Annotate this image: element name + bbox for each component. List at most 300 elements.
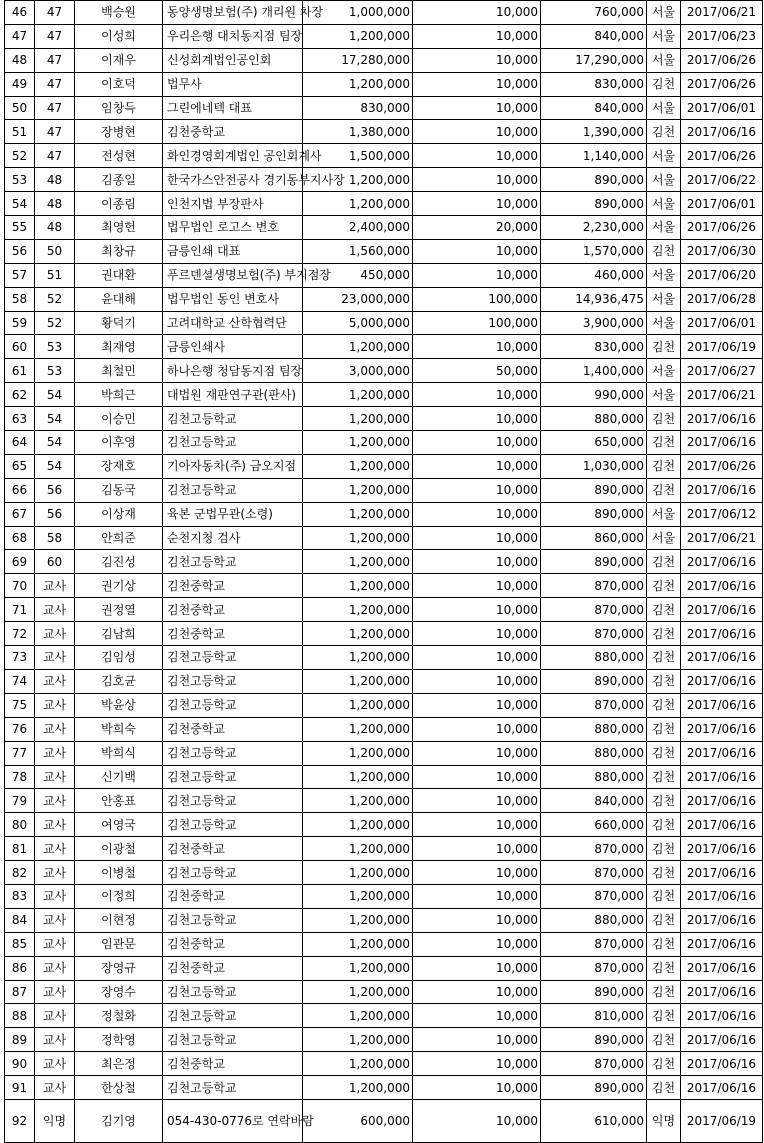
region-cell: 김천 <box>647 813 681 837</box>
row-number-cell: 58 <box>5 287 35 311</box>
region-cell: 김천 <box>647 598 681 622</box>
donor-name-cell: 최은정 <box>75 1052 163 1076</box>
donor-name-cell: 이상재 <box>75 502 163 526</box>
table-row <box>5 717 763 741</box>
pledge-amount-cell: 1,200,000 <box>303 72 413 96</box>
class-year-cell: 교사 <box>35 622 75 646</box>
donor-name-cell: 정철화 <box>75 1004 163 1028</box>
affiliation-cell: 김천중학교 <box>163 574 303 598</box>
donor-name-cell: 안희준 <box>75 526 163 550</box>
donor-name-cell: 최철민 <box>75 359 163 383</box>
date-cell: 2017/06/16 <box>681 932 763 956</box>
unit-amount-cell: 10,000 <box>413 335 541 359</box>
donor-name-cell: 임창득 <box>75 96 163 120</box>
unit-amount-cell: 100,000 <box>413 311 541 335</box>
date-cell: 2017/06/01 <box>681 96 763 120</box>
row-number-cell: 78 <box>5 765 35 789</box>
date-cell: 2017/06/27 <box>681 359 763 383</box>
donor-name-cell: 김종일 <box>75 168 163 192</box>
row-number-cell: 51 <box>5 120 35 144</box>
affiliation-cell: 054-430-0776로 연락바람 <box>163 1099 303 1142</box>
table-row <box>5 1052 763 1076</box>
donor-name-cell: 권대환 <box>75 263 163 287</box>
affiliation-cell: 김천고등학교 <box>163 646 303 670</box>
unit-amount-cell: 10,000 <box>413 622 541 646</box>
affiliation-cell: 김천고등학교 <box>163 741 303 765</box>
affiliation-cell: 김천중학교 <box>163 884 303 908</box>
class-year-cell: 54 <box>35 407 75 431</box>
affiliation-cell: 인천지법 부장판사 <box>163 192 303 216</box>
date-cell: 2017/06/26 <box>681 454 763 478</box>
unit-amount-cell: 10,000 <box>413 669 541 693</box>
affiliation-cell: 김천고등학교 <box>163 1028 303 1052</box>
paid-amount-cell: 840,000 <box>541 789 647 813</box>
row-number-cell: 68 <box>5 526 35 550</box>
unit-amount-cell: 10,000 <box>413 1052 541 1076</box>
region-cell: 김천 <box>647 622 681 646</box>
paid-amount-cell: 810,000 <box>541 1004 647 1028</box>
class-year-cell: 52 <box>35 311 75 335</box>
row-number-cell: 63 <box>5 407 35 431</box>
unit-amount-cell: 10,000 <box>413 526 541 550</box>
table-row <box>5 287 763 311</box>
row-number-cell: 70 <box>5 574 35 598</box>
donor-name-cell: 정학영 <box>75 1028 163 1052</box>
region-cell: 익명 <box>647 1099 681 1142</box>
table-row <box>5 669 763 693</box>
date-cell: 2017/06/16 <box>681 717 763 741</box>
region-cell: 서울 <box>647 168 681 192</box>
unit-amount-cell: 100,000 <box>413 287 541 311</box>
affiliation-cell: 우리은행 대치동지점 팀장 <box>163 24 303 48</box>
date-cell: 2017/06/30 <box>681 239 763 263</box>
table-row <box>5 239 763 263</box>
pledge-amount-cell: 1,200,000 <box>303 717 413 741</box>
class-year-cell: 교사 <box>35 1028 75 1052</box>
row-number-cell: 90 <box>5 1052 35 1076</box>
table-row <box>5 861 763 885</box>
row-number-cell: 50 <box>5 96 35 120</box>
row-number-cell: 64 <box>5 431 35 455</box>
paid-amount-cell: 880,000 <box>541 765 647 789</box>
paid-amount-cell: 460,000 <box>541 263 647 287</box>
row-number-cell: 82 <box>5 861 35 885</box>
unit-amount-cell: 10,000 <box>413 431 541 455</box>
table-row <box>5 693 763 717</box>
donor-name-cell: 장영수 <box>75 980 163 1004</box>
class-year-cell: 54 <box>35 383 75 407</box>
unit-amount-cell: 10,000 <box>413 598 541 622</box>
paid-amount-cell: 880,000 <box>541 908 647 932</box>
unit-amount-cell: 10,000 <box>413 24 541 48</box>
unit-amount-cell: 10,000 <box>413 478 541 502</box>
donor-name-cell: 장재호 <box>75 454 163 478</box>
pledge-amount-cell: 1,200,000 <box>303 454 413 478</box>
pledge-amount-cell: 1,200,000 <box>303 741 413 765</box>
paid-amount-cell: 890,000 <box>541 1076 647 1100</box>
region-cell: 서울 <box>647 287 681 311</box>
table-row <box>5 48 763 72</box>
row-number-cell: 77 <box>5 741 35 765</box>
donor-name-cell: 김동국 <box>75 478 163 502</box>
affiliation-cell: 김천고등학교 <box>163 669 303 693</box>
donor-name-cell: 김임성 <box>75 646 163 670</box>
pledge-amount-cell: 1,200,000 <box>303 478 413 502</box>
date-cell: 2017/06/16 <box>681 598 763 622</box>
region-cell: 서울 <box>647 48 681 72</box>
class-year-cell: 교사 <box>35 598 75 622</box>
row-number-cell: 85 <box>5 932 35 956</box>
table-row <box>5 168 763 192</box>
table-body <box>5 1 763 1143</box>
region-cell: 서울 <box>647 192 681 216</box>
class-year-cell: 교사 <box>35 1076 75 1100</box>
date-cell: 2017/06/26 <box>681 144 763 168</box>
class-year-cell: 교사 <box>35 932 75 956</box>
affiliation-cell: 김천고등학교 <box>163 478 303 502</box>
paid-amount-cell: 1,030,000 <box>541 454 647 478</box>
donor-name-cell: 권기상 <box>75 574 163 598</box>
region-cell: 서울 <box>647 383 681 407</box>
donor-name-cell: 신기백 <box>75 765 163 789</box>
pledge-amount-cell: 1,200,000 <box>303 526 413 550</box>
donor-name-cell: 장영규 <box>75 956 163 980</box>
table-row <box>5 216 763 240</box>
pledge-amount-cell: 1,200,000 <box>303 407 413 431</box>
class-year-cell: 48 <box>35 216 75 240</box>
region-cell: 김천 <box>647 765 681 789</box>
paid-amount-cell: 880,000 <box>541 407 647 431</box>
row-number-cell: 71 <box>5 598 35 622</box>
class-year-cell: 익명 <box>35 1099 75 1142</box>
unit-amount-cell: 10,000 <box>413 550 541 574</box>
row-number-cell: 54 <box>5 192 35 216</box>
paid-amount-cell: 870,000 <box>541 837 647 861</box>
date-cell: 2017/06/28 <box>681 287 763 311</box>
paid-amount-cell: 860,000 <box>541 526 647 550</box>
pledge-amount-cell: 1,200,000 <box>303 669 413 693</box>
paid-amount-cell: 890,000 <box>541 1028 647 1052</box>
region-cell: 김천 <box>647 1076 681 1100</box>
pledge-amount-cell: 1,200,000 <box>303 598 413 622</box>
unit-amount-cell: 10,000 <box>413 239 541 263</box>
date-cell: 2017/06/16 <box>681 550 763 574</box>
donor-name-cell: 박희식 <box>75 741 163 765</box>
paid-amount-cell: 870,000 <box>541 932 647 956</box>
row-number-cell: 53 <box>5 168 35 192</box>
pledge-amount-cell: 450,000 <box>303 263 413 287</box>
unit-amount-cell: 10,000 <box>413 96 541 120</box>
unit-amount-cell: 10,000 <box>413 1028 541 1052</box>
date-cell: 2017/06/16 <box>681 1028 763 1052</box>
date-cell: 2017/06/16 <box>681 861 763 885</box>
unit-amount-cell: 10,000 <box>413 120 541 144</box>
affiliation-cell: 김천중학교 <box>163 1052 303 1076</box>
donor-name-cell: 김호균 <box>75 669 163 693</box>
affiliation-cell: 법무법인 동인 변호사 <box>163 287 303 311</box>
pledge-amount-cell: 1,200,000 <box>303 192 413 216</box>
class-year-cell: 47 <box>35 1 75 25</box>
table-row <box>5 884 763 908</box>
class-year-cell: 교사 <box>35 861 75 885</box>
unit-amount-cell: 10,000 <box>413 861 541 885</box>
table-row <box>5 932 763 956</box>
affiliation-cell: 신성회계법인공인회 <box>163 48 303 72</box>
table-row <box>5 263 763 287</box>
affiliation-cell: 김천고등학교 <box>163 813 303 837</box>
paid-amount-cell: 3,900,000 <box>541 311 647 335</box>
class-year-cell: 47 <box>35 48 75 72</box>
pledge-amount-cell: 17,280,000 <box>303 48 413 72</box>
class-year-cell: 교사 <box>35 717 75 741</box>
paid-amount-cell: 610,000 <box>541 1099 647 1142</box>
paid-amount-cell: 830,000 <box>541 72 647 96</box>
row-number-cell: 75 <box>5 693 35 717</box>
affiliation-cell: 김천중학교 <box>163 622 303 646</box>
affiliation-cell: 기아자동차(주) 금오지점 <box>163 454 303 478</box>
donor-name-cell: 최창규 <box>75 239 163 263</box>
paid-amount-cell: 890,000 <box>541 502 647 526</box>
class-year-cell: 교사 <box>35 741 75 765</box>
region-cell: 김천 <box>647 908 681 932</box>
row-number-cell: 89 <box>5 1028 35 1052</box>
table-row <box>5 502 763 526</box>
row-number-cell: 87 <box>5 980 35 1004</box>
pledge-amount-cell: 1,200,000 <box>303 1004 413 1028</box>
donor-name-cell: 안홍표 <box>75 789 163 813</box>
pledge-amount-cell: 600,000 <box>303 1099 413 1142</box>
unit-amount-cell: 10,000 <box>413 502 541 526</box>
pledge-amount-cell: 1,200,000 <box>303 24 413 48</box>
unit-amount-cell: 10,000 <box>413 789 541 813</box>
pledge-amount-cell: 1,200,000 <box>303 837 413 861</box>
region-cell: 서울 <box>647 502 681 526</box>
region-cell: 김천 <box>647 1004 681 1028</box>
donor-name-cell: 백승원 <box>75 1 163 25</box>
pledge-amount-cell: 1,200,000 <box>303 383 413 407</box>
class-year-cell: 47 <box>35 144 75 168</box>
region-cell: 서울 <box>647 359 681 383</box>
paid-amount-cell: 890,000 <box>541 550 647 574</box>
region-cell: 김천 <box>647 980 681 1004</box>
unit-amount-cell: 10,000 <box>413 956 541 980</box>
class-year-cell: 교사 <box>35 765 75 789</box>
pledge-amount-cell: 1,200,000 <box>303 168 413 192</box>
paid-amount-cell: 870,000 <box>541 574 647 598</box>
class-year-cell: 교사 <box>35 813 75 837</box>
date-cell: 2017/06/22 <box>681 168 763 192</box>
class-year-cell: 58 <box>35 526 75 550</box>
region-cell: 김천 <box>647 478 681 502</box>
row-number-cell: 88 <box>5 1004 35 1028</box>
table-row <box>5 765 763 789</box>
row-number-cell: 73 <box>5 646 35 670</box>
table-row <box>5 72 763 96</box>
row-number-cell: 80 <box>5 813 35 837</box>
table-row <box>5 1076 763 1100</box>
region-cell: 김천 <box>647 431 681 455</box>
date-cell: 2017/06/01 <box>681 192 763 216</box>
affiliation-cell: 김천고등학교 <box>163 980 303 1004</box>
date-cell: 2017/06/16 <box>681 813 763 837</box>
class-year-cell: 60 <box>35 550 75 574</box>
paid-amount-cell: 870,000 <box>541 1052 647 1076</box>
donor-name-cell: 여영국 <box>75 813 163 837</box>
pledge-amount-cell: 1,200,000 <box>303 884 413 908</box>
date-cell: 2017/06/16 <box>681 1004 763 1028</box>
paid-amount-cell: 2,230,000 <box>541 216 647 240</box>
row-number-cell: 46 <box>5 1 35 25</box>
table-row <box>5 407 763 431</box>
donor-name-cell: 전성현 <box>75 144 163 168</box>
region-cell: 김천 <box>647 574 681 598</box>
unit-amount-cell: 10,000 <box>413 574 541 598</box>
table-row <box>5 980 763 1004</box>
donor-name-cell: 김남희 <box>75 622 163 646</box>
paid-amount-cell: 890,000 <box>541 168 647 192</box>
paid-amount-cell: 870,000 <box>541 598 647 622</box>
pledge-amount-cell: 23,000,000 <box>303 287 413 311</box>
date-cell: 2017/06/16 <box>681 669 763 693</box>
class-year-cell: 47 <box>35 24 75 48</box>
date-cell: 2017/06/26 <box>681 48 763 72</box>
affiliation-cell: 김천중학교 <box>163 120 303 144</box>
table-row <box>5 908 763 932</box>
donor-name-cell: 이광철 <box>75 837 163 861</box>
paid-amount-cell: 1,390,000 <box>541 120 647 144</box>
affiliation-cell: 육본 군법무관(소령) <box>163 502 303 526</box>
table-row <box>5 526 763 550</box>
affiliation-cell: 김천고등학교 <box>163 693 303 717</box>
unit-amount-cell: 10,000 <box>413 407 541 431</box>
unit-amount-cell: 10,000 <box>413 717 541 741</box>
row-number-cell: 84 <box>5 908 35 932</box>
date-cell: 2017/06/16 <box>681 1052 763 1076</box>
row-number-cell: 86 <box>5 956 35 980</box>
paid-amount-cell: 840,000 <box>541 24 647 48</box>
affiliation-cell: 한국가스안전공사 경기동부지사장 <box>163 168 303 192</box>
table-row <box>5 622 763 646</box>
date-cell: 2017/06/16 <box>681 407 763 431</box>
date-cell: 2017/06/20 <box>681 263 763 287</box>
class-year-cell: 47 <box>35 96 75 120</box>
affiliation-cell: 김천중학교 <box>163 717 303 741</box>
region-cell: 김천 <box>647 646 681 670</box>
paid-amount-cell: 14,936,475 <box>541 287 647 311</box>
affiliation-cell: 금릉인쇄사 <box>163 335 303 359</box>
table-row <box>5 359 763 383</box>
row-number-cell: 47 <box>5 24 35 48</box>
table-row <box>5 741 763 765</box>
class-year-cell: 51 <box>35 263 75 287</box>
row-number-cell: 83 <box>5 884 35 908</box>
class-year-cell: 50 <box>35 239 75 263</box>
table-row <box>5 1 763 25</box>
date-cell: 2017/06/21 <box>681 526 763 550</box>
class-year-cell: 54 <box>35 431 75 455</box>
class-year-cell: 교사 <box>35 837 75 861</box>
pledge-amount-cell: 1,200,000 <box>303 789 413 813</box>
table-row <box>5 144 763 168</box>
date-cell: 2017/06/19 <box>681 1099 763 1142</box>
region-cell: 김천 <box>647 861 681 885</box>
date-cell: 2017/06/16 <box>681 789 763 813</box>
donor-name-cell: 임관문 <box>75 932 163 956</box>
table-row <box>5 335 763 359</box>
pledge-amount-cell: 1,200,000 <box>303 622 413 646</box>
affiliation-cell: 하나은행 청담동지점 팀장 <box>163 359 303 383</box>
row-number-cell: 74 <box>5 669 35 693</box>
date-cell: 2017/06/16 <box>681 1076 763 1100</box>
table-row <box>5 646 763 670</box>
class-year-cell: 교사 <box>35 646 75 670</box>
pledge-amount-cell: 2,400,000 <box>303 216 413 240</box>
class-year-cell: 52 <box>35 287 75 311</box>
pledge-amount-cell: 1,200,000 <box>303 1076 413 1100</box>
region-cell: 김천 <box>647 932 681 956</box>
paid-amount-cell: 990,000 <box>541 383 647 407</box>
unit-amount-cell: 10,000 <box>413 168 541 192</box>
row-number-cell: 79 <box>5 789 35 813</box>
affiliation-cell: 김천고등학교 <box>163 765 303 789</box>
region-cell: 서울 <box>647 311 681 335</box>
class-year-cell: 56 <box>35 478 75 502</box>
pledge-amount-cell: 1,200,000 <box>303 765 413 789</box>
class-year-cell: 교사 <box>35 574 75 598</box>
date-cell: 2017/06/12 <box>681 502 763 526</box>
donor-name-cell: 이후영 <box>75 431 163 455</box>
row-number-cell: 49 <box>5 72 35 96</box>
donor-name-cell: 김진성 <box>75 550 163 574</box>
pledge-amount-cell: 3,000,000 <box>303 359 413 383</box>
paid-amount-cell: 880,000 <box>541 717 647 741</box>
class-year-cell: 54 <box>35 454 75 478</box>
region-cell: 서울 <box>647 1 681 25</box>
pledge-amount-cell: 1,380,000 <box>303 120 413 144</box>
table-row <box>5 478 763 502</box>
date-cell: 2017/06/23 <box>681 24 763 48</box>
date-cell: 2017/06/21 <box>681 1 763 25</box>
pledge-amount-cell: 1,200,000 <box>303 646 413 670</box>
pledge-amount-cell: 1,560,000 <box>303 239 413 263</box>
affiliation-cell: 김천고등학교 <box>163 1004 303 1028</box>
row-number-cell: 65 <box>5 454 35 478</box>
affiliation-cell: 김천중학교 <box>163 598 303 622</box>
class-year-cell: 56 <box>35 502 75 526</box>
date-cell: 2017/06/16 <box>681 741 763 765</box>
paid-amount-cell: 890,000 <box>541 669 647 693</box>
pledge-amount-cell: 1,200,000 <box>303 1028 413 1052</box>
class-year-cell: 교사 <box>35 884 75 908</box>
region-cell: 김천 <box>647 120 681 144</box>
unit-amount-cell: 10,000 <box>413 383 541 407</box>
pledge-amount-cell: 1,200,000 <box>303 980 413 1004</box>
row-number-cell: 55 <box>5 216 35 240</box>
pledge-amount-cell: 1,200,000 <box>303 693 413 717</box>
affiliation-cell: 동양생명보험(주) 개리원 차장 <box>163 1 303 25</box>
affiliation-cell: 김천고등학교 <box>163 550 303 574</box>
affiliation-cell: 김천중학교 <box>163 956 303 980</box>
donor-name-cell: 이현정 <box>75 908 163 932</box>
date-cell: 2017/06/16 <box>681 765 763 789</box>
donor-name-cell: 최영헌 <box>75 216 163 240</box>
date-cell: 2017/06/01 <box>681 311 763 335</box>
affiliation-cell: 그린에네텍 대표 <box>163 96 303 120</box>
row-number-cell: 59 <box>5 311 35 335</box>
region-cell: 김천 <box>647 884 681 908</box>
table-row <box>5 120 763 144</box>
row-number-cell: 76 <box>5 717 35 741</box>
